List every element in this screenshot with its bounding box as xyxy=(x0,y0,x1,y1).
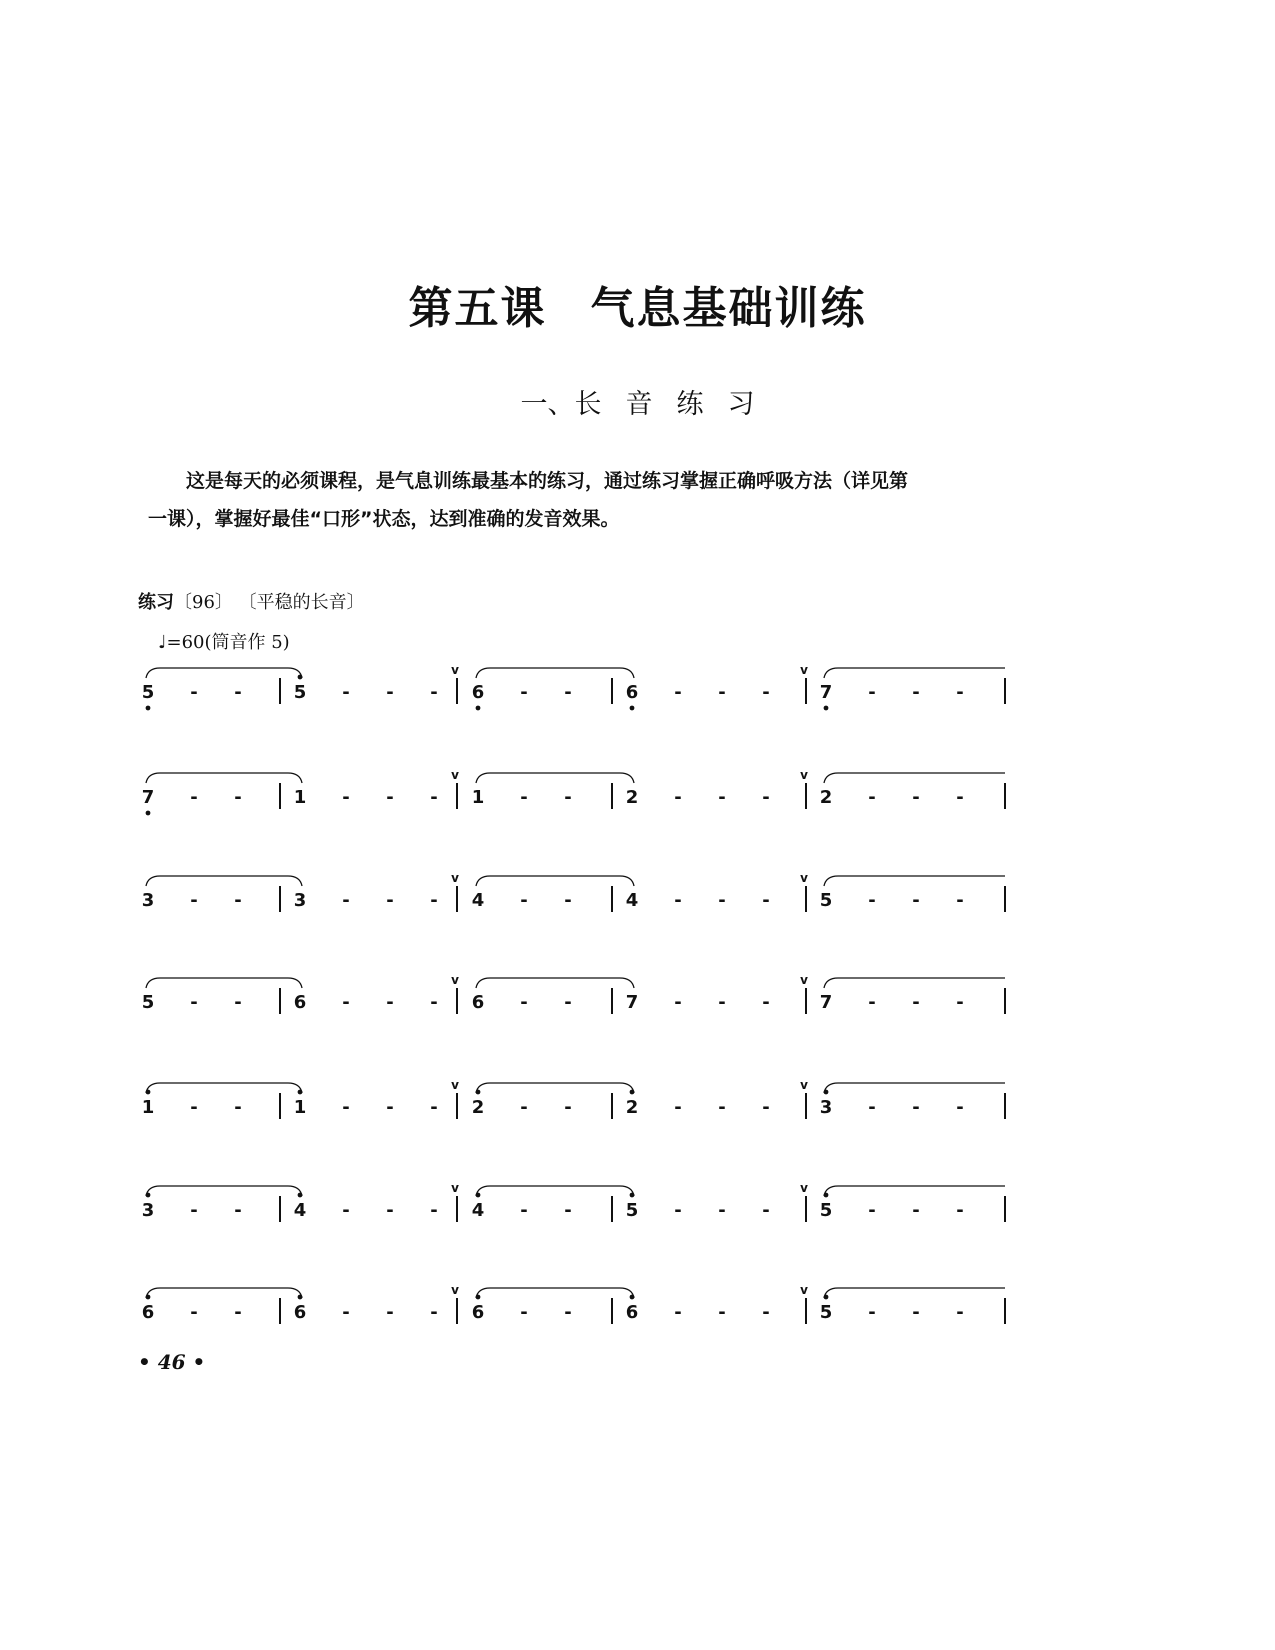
breath-mark: v xyxy=(800,1283,808,1297)
note-digit: 6 xyxy=(471,992,485,1013)
breath-mark: v xyxy=(451,768,459,782)
extension-dash: - xyxy=(718,890,726,911)
extension-dash: - xyxy=(190,1200,198,1221)
breath-mark: v xyxy=(451,1078,459,1092)
note-digit: 6 xyxy=(293,992,307,1013)
note-digit: 1 xyxy=(293,1097,307,1118)
note-digit: 4 xyxy=(293,1200,307,1221)
extension-dash: - xyxy=(190,992,198,1013)
note-digit: 1 xyxy=(471,787,485,808)
note-digit: 6 xyxy=(625,682,639,703)
breath-mark: v xyxy=(800,1078,808,1092)
note-digit: 5 xyxy=(293,682,307,703)
extension-dash: - xyxy=(342,1097,350,1118)
extension-dash: - xyxy=(674,787,682,808)
slur xyxy=(824,1186,1005,1196)
extension-dash: - xyxy=(868,992,876,1013)
extension-dash: - xyxy=(718,1097,726,1118)
extension-dash: - xyxy=(718,682,726,703)
extension-dash: - xyxy=(956,1200,964,1221)
extension-dash: - xyxy=(674,682,682,703)
slur xyxy=(146,1186,302,1196)
note-digit: 1 xyxy=(293,787,307,808)
extension-dash: - xyxy=(762,1200,770,1221)
extension-dash: - xyxy=(674,992,682,1013)
extension-dash: - xyxy=(520,890,528,911)
note-digit: 2 xyxy=(625,1097,639,1118)
extension-dash: - xyxy=(386,682,394,703)
octave-dot-low xyxy=(824,706,829,711)
extension-dash: - xyxy=(868,787,876,808)
note-digit: 7 xyxy=(819,682,833,703)
extension-dash: - xyxy=(342,1200,350,1221)
extension-dash: - xyxy=(956,1097,964,1118)
note-digit: 2 xyxy=(819,787,833,808)
extension-dash: - xyxy=(956,1302,964,1323)
extension-dash: - xyxy=(430,1097,438,1118)
note-digit: 6 xyxy=(471,1302,485,1323)
page-number: • 46 • xyxy=(138,1350,206,1374)
slur xyxy=(824,773,1005,783)
extension-dash: - xyxy=(190,1302,198,1323)
slur xyxy=(476,1288,634,1298)
extension-dash: - xyxy=(868,890,876,911)
breath-mark: v xyxy=(800,768,808,782)
extension-dash: - xyxy=(956,890,964,911)
extension-dash: - xyxy=(762,890,770,911)
extension-dash: - xyxy=(234,1302,242,1323)
extension-dash: - xyxy=(564,787,572,808)
extension-dash: - xyxy=(762,992,770,1013)
extension-dash: - xyxy=(956,992,964,1013)
note-digit: 5 xyxy=(625,1200,639,1221)
note-digit: 5 xyxy=(819,1200,833,1221)
extension-dash: - xyxy=(912,787,920,808)
extension-dash: - xyxy=(342,1302,350,1323)
note-digit: 3 xyxy=(141,1200,155,1221)
extension-dash: - xyxy=(564,1200,572,1221)
breath-mark: v xyxy=(800,1181,808,1195)
intro-line: 这是每天的必须课程，是气息训练最基本的练习，通过练习掌握正确呼吸方法（详见第 xyxy=(186,470,909,492)
extension-dash: - xyxy=(564,992,572,1013)
extension-dash: - xyxy=(912,1200,920,1221)
extension-dash: - xyxy=(868,1200,876,1221)
extension-dash: - xyxy=(430,1200,438,1221)
breath-mark: v xyxy=(800,871,808,885)
extension-dash: - xyxy=(386,890,394,911)
extension-dash: - xyxy=(520,1302,528,1323)
note-digit: 6 xyxy=(625,1302,639,1323)
slur xyxy=(146,1288,302,1298)
breath-mark: v xyxy=(451,973,459,987)
slur xyxy=(146,978,302,988)
extension-dash: - xyxy=(520,1097,528,1118)
extension-dash: - xyxy=(386,1302,394,1323)
extension-dash: - xyxy=(234,787,242,808)
extension-dash: - xyxy=(762,682,770,703)
slur xyxy=(476,1083,634,1093)
extension-dash: - xyxy=(520,682,528,703)
extension-dash: - xyxy=(342,992,350,1013)
extension-dash: - xyxy=(520,992,528,1013)
extension-dash: - xyxy=(912,992,920,1013)
extension-dash: - xyxy=(342,682,350,703)
extension-dash: - xyxy=(190,787,198,808)
extension-dash: - xyxy=(520,787,528,808)
slur xyxy=(146,668,302,678)
extension-dash: - xyxy=(564,682,572,703)
exercise-label: 练习 xyxy=(138,592,174,613)
extension-dash: - xyxy=(234,1097,242,1118)
extension-dash: - xyxy=(386,1200,394,1221)
extension-dash: - xyxy=(564,1302,572,1323)
lesson-number: 第五课 xyxy=(408,283,547,334)
extension-dash: - xyxy=(190,1097,198,1118)
extension-dash: - xyxy=(674,1200,682,1221)
extension-dash: - xyxy=(912,1097,920,1118)
extension-dash: - xyxy=(430,682,438,703)
extension-dash: - xyxy=(956,682,964,703)
extension-dash: - xyxy=(234,890,242,911)
note-digit: 7 xyxy=(141,787,155,808)
note-digit: 7 xyxy=(625,992,639,1013)
extension-dash: - xyxy=(674,1302,682,1323)
extension-dash: - xyxy=(234,992,242,1013)
slur xyxy=(824,876,1005,886)
slur xyxy=(146,1083,302,1093)
extension-dash: - xyxy=(912,1302,920,1323)
extension-dash: - xyxy=(762,1097,770,1118)
note-digit: 4 xyxy=(471,1200,485,1221)
slur xyxy=(146,876,302,886)
breath-mark: v xyxy=(451,1181,459,1195)
extension-dash: - xyxy=(674,890,682,911)
extension-dash: - xyxy=(386,787,394,808)
slur xyxy=(824,978,1005,988)
note-digit: 4 xyxy=(625,890,639,911)
extension-dash: - xyxy=(674,1097,682,1118)
extension-dash: - xyxy=(190,682,198,703)
note-digit: 3 xyxy=(293,890,307,911)
extension-dash: - xyxy=(868,682,876,703)
extension-dash: - xyxy=(520,1200,528,1221)
extension-dash: - xyxy=(430,787,438,808)
slur xyxy=(476,876,634,886)
lesson-name: 气息基础训练 xyxy=(590,283,867,334)
note-digit: 5 xyxy=(141,992,155,1013)
slur xyxy=(824,1288,1005,1298)
note-digit: 1 xyxy=(141,1097,155,1118)
extension-dash: - xyxy=(718,787,726,808)
extension-dash: - xyxy=(868,1097,876,1118)
breath-mark: v xyxy=(800,663,808,677)
octave-dot-low xyxy=(146,706,151,711)
extension-dash: - xyxy=(718,992,726,1013)
note-digit: 5 xyxy=(819,1302,833,1323)
slur xyxy=(476,668,634,678)
extension-dash: - xyxy=(234,1200,242,1221)
extension-dash: - xyxy=(430,992,438,1013)
extension-dash: - xyxy=(762,1302,770,1323)
extension-dash: - xyxy=(386,1097,394,1118)
breath-mark: v xyxy=(451,663,459,677)
section-heading: 一、长 音 练 习 xyxy=(520,389,755,420)
note-digit: 6 xyxy=(471,682,485,703)
slur xyxy=(146,773,302,783)
extension-dash: - xyxy=(868,1302,876,1323)
breath-mark: v xyxy=(451,1283,459,1297)
slur xyxy=(476,978,634,988)
extension-dash: - xyxy=(912,890,920,911)
note-digit: 5 xyxy=(141,682,155,703)
extension-dash: - xyxy=(564,1097,572,1118)
extension-dash: - xyxy=(564,890,572,911)
note-digit: 7 xyxy=(819,992,833,1013)
intro-line: 一课），掌握好最佳“口形”状态，达到准确的发音效果。 xyxy=(148,508,620,530)
slur xyxy=(824,668,1005,678)
extension-dash: - xyxy=(386,992,394,1013)
extension-dash: - xyxy=(342,787,350,808)
breath-mark: v xyxy=(800,973,808,987)
extension-dash: - xyxy=(718,1200,726,1221)
extension-dash: - xyxy=(430,1302,438,1323)
octave-dot-low xyxy=(476,706,481,711)
slur xyxy=(824,1083,1005,1093)
extension-dash: - xyxy=(956,787,964,808)
breath-mark: v xyxy=(451,871,459,885)
slur xyxy=(476,1186,634,1196)
extension-dash: - xyxy=(430,890,438,911)
note-digit: 6 xyxy=(293,1302,307,1323)
tempo-text: =60(筒音作 5) xyxy=(166,632,290,653)
extension-dash: - xyxy=(762,787,770,808)
note-digit: 2 xyxy=(471,1097,485,1118)
extension-dash: - xyxy=(342,890,350,911)
extension-dash: - xyxy=(190,890,198,911)
extension-dash: - xyxy=(234,682,242,703)
note-digit: 3 xyxy=(141,890,155,911)
octave-dot-low xyxy=(146,811,151,816)
quarter-note-icon: ♩ xyxy=(158,632,167,653)
slur xyxy=(476,773,634,783)
note-digit: 6 xyxy=(141,1302,155,1323)
note-digit: 5 xyxy=(819,890,833,911)
note-digit: 3 xyxy=(819,1097,833,1118)
note-digit: 2 xyxy=(625,787,639,808)
extension-dash: - xyxy=(718,1302,726,1323)
exercise-number: 〔96〕 xyxy=(174,592,233,613)
extension-dash: - xyxy=(912,682,920,703)
note-digit: 4 xyxy=(471,890,485,911)
octave-dot-low xyxy=(630,706,635,711)
exercise-description: 〔平稳的长音〕 xyxy=(238,592,365,613)
